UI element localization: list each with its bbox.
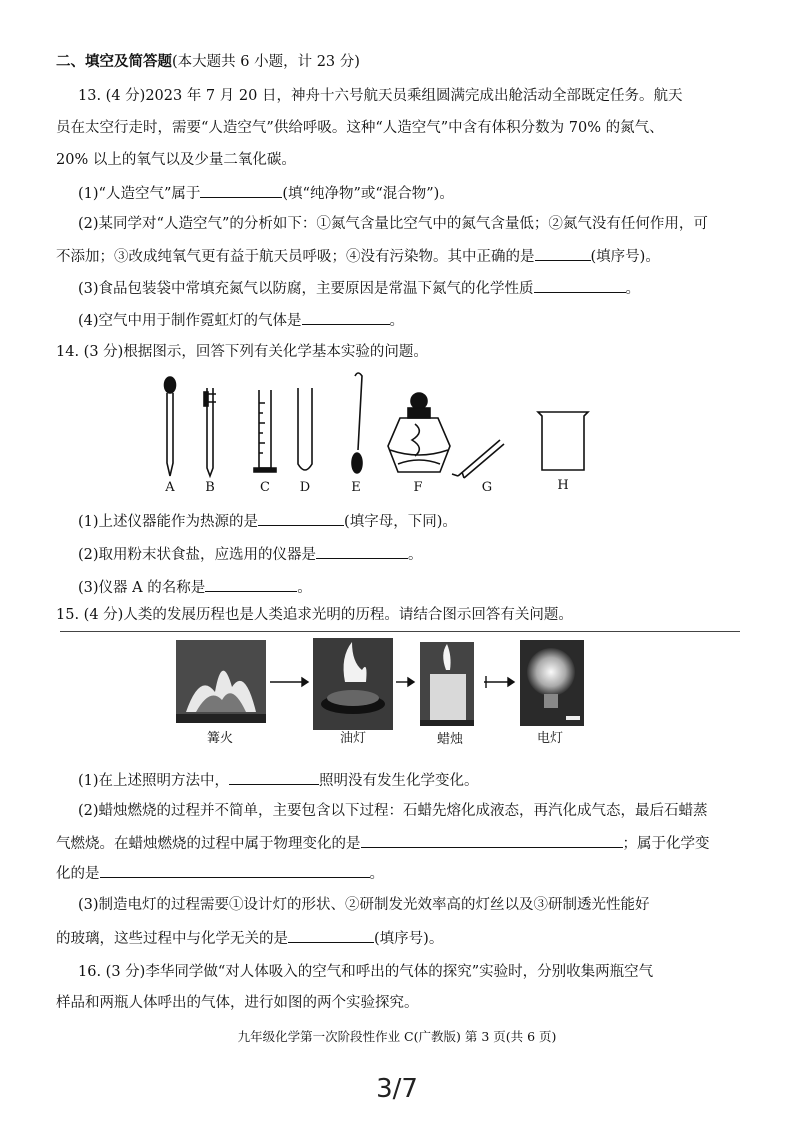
instrument-label-d: D — [299, 480, 311, 495]
answer-blank[interactable] — [229, 769, 319, 785]
answer-blank[interactable] — [316, 543, 408, 559]
instrument-label-e: E — [351, 480, 361, 495]
answer-blank[interactable] — [535, 245, 591, 261]
caption-candle: 蜡烛 — [436, 732, 463, 747]
q14-part1: (1)上述仪器能作为热源的是 (填字母，下同)。 — [78, 510, 744, 532]
test-tube-icon — [298, 388, 312, 470]
q16-stem-line1: 16. (3 分)李华同学做“对人体吸入的空气和呼出的气体的探究”实验时，分别收集两瓶空气 — [78, 964, 654, 980]
tongs-icon — [452, 440, 504, 478]
q13-stem-line1: 13. (4 分)2023 年 7 月 20 日，神舟十六号航天员乘组圆满完成出舱活动全部既定任务。航天 — [78, 88, 683, 104]
candle-photo — [420, 642, 474, 726]
lighting-history-figure — [0, 632, 794, 742]
q13-part3: (3)食品包装袋中常填充氮气以防腐，主要原因是常温下氮气的化学性质 。 — [78, 277, 744, 299]
answer-blank[interactable] — [258, 510, 344, 526]
answer-blank[interactable] — [361, 832, 623, 848]
q13-part2-line2: 不添加；③改成纯氧气更有益于航天员呼吸；④没有污染物。其中正确的是 (填序号)。 — [56, 245, 744, 267]
q15-part3-line1: (3)制造电灯的过程需要①设计灯的形状、②研制发光效率高的灯丝以及③研制透光性能好 — [78, 897, 650, 913]
arrow-icon — [484, 676, 514, 688]
light-bulb-photo — [520, 640, 584, 726]
beaker-icon — [538, 412, 588, 470]
q14-part2: (2)取用粉末状食盐，应选用的仪器是 。 — [78, 543, 744, 565]
answer-blank[interactable] — [288, 927, 374, 943]
q15-stem: 15. (4 分)人类的发展历程也是人类追求光明的历程。请结合图示回答有关问题。 — [56, 607, 573, 623]
lab-instruments-figure — [0, 368, 794, 508]
alcohol-lamp-icon — [388, 393, 450, 472]
instrument-label-f: F — [413, 480, 423, 495]
pipette-icon — [204, 388, 216, 476]
answer-blank[interactable] — [100, 862, 370, 878]
caption-bonfire: 篝火 — [206, 731, 233, 746]
instrument-label-a: A — [165, 480, 175, 495]
caption-electric-lamp: 电灯 — [536, 731, 563, 746]
dropper-icon — [165, 377, 176, 476]
arrow-icon — [270, 678, 308, 686]
instrument-label-b: B — [205, 480, 215, 495]
ladle-icon — [352, 373, 362, 473]
q13-stem-line2: 员在太空行走时，需要“人造空气”供给呼吸。这种“人造空气”中含有体积分数为 70% 的氮气、 — [56, 120, 664, 136]
q15-part3-line2: 的玻璃，这些过程中与化学无关的是 (填序号)。 — [56, 927, 744, 949]
q15-part2-line2: 气燃烧。在蜡烛燃烧的过程中属于物理变化的是 ；属于化学变 — [56, 832, 744, 854]
q13-stem-line3: 20% 以上的氧气以及少量二氧化碳。 — [56, 152, 296, 168]
answer-blank[interactable] — [205, 576, 297, 592]
answer-blank[interactable] — [534, 277, 626, 293]
q13-part4: (4)空气中用于制作霓虹灯的气体是 。 — [78, 309, 744, 331]
arrow-icon — [396, 678, 414, 686]
instrument-label-c: C — [260, 480, 270, 495]
q14-stem: 14. (3 分)根据图示，回答下列有关化学基本实验的问题。 — [56, 344, 428, 360]
oil-lamp-photo — [313, 638, 393, 730]
caption-oil-lamp: 油灯 — [339, 731, 366, 746]
answer-blank[interactable] — [200, 182, 282, 198]
q16-stem-line2: 样品和两瓶人体呼出的气体，进行如图的两个实验探究。 — [56, 995, 419, 1011]
q15-part1: (1)在上述照明方法中， 照明没有发生化学变化。 — [78, 769, 744, 791]
section-heading: 二、填空及简答题(本大题共 6 小题，计 23 分) — [56, 53, 360, 70]
q15-part2-line3: 化的是 。 — [56, 862, 744, 884]
instrument-label-g: G — [481, 480, 493, 495]
q13-part1: (1)“人造空气”属于 (填“纯净物”或“混合物”)。 — [78, 182, 744, 204]
q15-part2-line1: (2)蜡烛燃烧的过程并不简单，主要包含以下过程：石蜡先熔化成液态，再汽化成气态，最后石蜡蒸 — [78, 803, 708, 819]
page-footer: 九年级化学第一次阶段性作业 C(广教版) 第 3 页(共 6 页) — [237, 1029, 557, 1044]
q14-part3: (3)仪器 A 的名称是 。 — [78, 576, 744, 598]
graduated-cylinder-icon — [254, 390, 276, 472]
instrument-label-h: H — [557, 478, 569, 493]
page-indicator: 3/7 — [376, 1074, 418, 1104]
bonfire-photo — [176, 640, 266, 723]
q13-part2-line1: (2)某同学对“人造空气”的分析如下：①氮气含量比空气中的氮气含量低；②氮气没有任何作用，可 — [78, 216, 708, 232]
answer-blank[interactable] — [302, 309, 390, 325]
